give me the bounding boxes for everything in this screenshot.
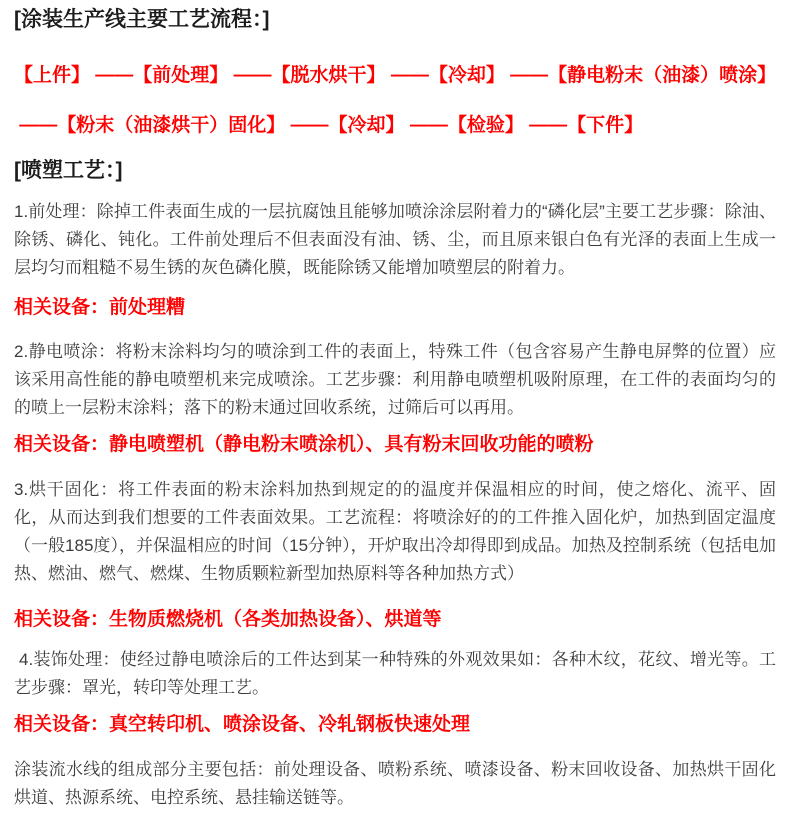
step-description-pretreatment: 1.前处理：除掉工件表面生成的一层抗腐蚀且能够加喷涂涂层附着力的“磷化层”主要工艺步骤：除油、除锈、磷化、钝化。工件前处理后不但表面没有油、锈、尘，而且原来银白色有光泽的表面上生成一层均匀而粗糙不易生锈的灰色磷化膜，既能除锈又能增加喷塑层的附着力。 <box>14 202 776 277</box>
closing-paragraph: 涂装流水线的组成部分主要包括：前处理设备、喷粉系统、喷漆设备、粉末回收设备、加热烘干固化烘道、热源系统、电控系统、悬挂输送链等。 <box>14 760 776 807</box>
related-equipment-decorative-treatment: 相关设备：真空转印机、喷涂设备、冷轧钢板快速处理 <box>14 714 471 735</box>
related-equipment-pretreatment: 相关设备：前处理糟 <box>14 297 186 318</box>
section-title: [喷塑工艺：] <box>14 159 123 182</box>
step-description-decorative-treatment: 4.装饰处理：使经过静电喷涂后的工件达到某一种特殊的外观效果如：各种木纹，花纹、增光等。工艺步骤：罩光，转印等处理工艺。 <box>14 650 776 697</box>
step-description-drying-curing: 3.烘干固化：将工件表面的粉末涂料加热到规定的的温度并保温相应的时间，使之熔化、流平、固化，从而达到我们想要的工件表面效果。工艺流程：将喷涂好的的工件推入固化炉，加热到固定温度（一般185度），并保温相应的时间（15分钟），开炉取出冷却得即到成品。加热及控制系统（包括电加热、燃油、燃气、燃煤、生物质颗粒新型加热原料等各种加热方式） <box>14 480 776 583</box>
process-flow-line-1: 【上件】 ——【前处理】 ——【脱水烘干】 ——【冷却】 ——【静电粉末（油漆）喷涂】 <box>14 65 777 86</box>
page-title: [涂装生产线主要工艺流程：] <box>14 8 270 31</box>
related-equipment-drying-curing: 相关设备：生物质燃烧机（各类加热设备）、烘道等 <box>14 609 442 630</box>
step-description-electrostatic-spraying: 2.静电喷涂：将粉末涂料均匀的喷涂到工件的表面上，特殊工件（包含容易产生静电屏弊的位置）应该采用高性能的静电喷塑机来完成喷涂。工艺步骤：利用静电喷塑机吸附原理，在工件的表面均匀的的喷上一层粉末涂料；落下的粉末通过回收系统，过筛后可以再用。 <box>14 342 776 417</box>
related-equipment-electrostatic-spraying: 相关设备：静电喷塑机（静电粉末喷涂机）、具有粉末回收功能的喷粉 <box>14 434 594 455</box>
process-flow-line-2: ——【粉末（油漆烘干）固化】 ——【冷却】 ——【检验】 ——【下件】 <box>14 115 644 136</box>
